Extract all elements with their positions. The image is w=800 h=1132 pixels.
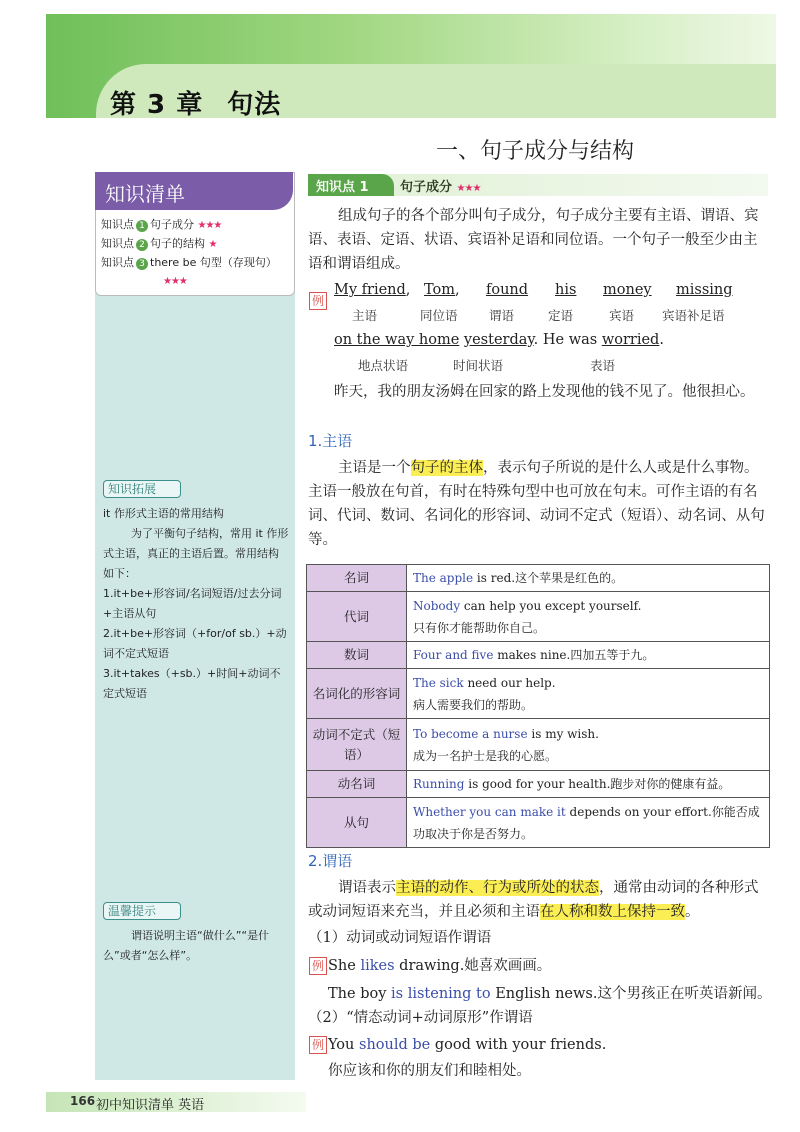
tip-label: 温馨提示 xyxy=(103,902,181,920)
knowledge-list-title: 知识清单 xyxy=(95,172,293,210)
tip-text: 谓语说明主语“做什么”“是什么”或者“怎么样”。 xyxy=(103,929,270,962)
example-icon: 例 xyxy=(309,957,327,975)
predicate-paragraph: 谓语表示主语的动作、行为或所处的状态，通常由动词的各种形式或动词短语来充当，并且必须和主语在人称和数上保持一致。 xyxy=(308,880,759,920)
ex-label: 定语 xyxy=(548,308,574,323)
predicate-sub1: （1）动词或动词短语作谓语 xyxy=(308,930,492,946)
chapter-title: 第 3 章 句法 xyxy=(110,90,282,120)
predicate-ex2: The boy is listening to English news.这个男孩正在听英语新闻。 xyxy=(328,986,772,1002)
section-title: 一、句子成分与结构 xyxy=(435,139,634,164)
table-row: 动词不定式（短语） To become a nurse is my wish. 成为一名护士是我的心愿。 xyxy=(307,719,770,771)
expand-text xyxy=(103,504,289,704)
knowledge-list xyxy=(101,216,291,291)
ex-label: 地点状语 xyxy=(358,358,409,373)
predicate-ex3-cn: 你应该和你的朋友们和睦相处。 xyxy=(328,1063,531,1079)
predicate-ex1: She likes drawing.她喜欢画画。 xyxy=(328,958,552,974)
table-row: 名词化的形容词 The sick need our help. 病人需要我们的帮助。 xyxy=(307,669,770,719)
ex-word: found xyxy=(486,282,529,298)
expand-item: 3.it+takes（+sb.）+时间+动词不定式短语 xyxy=(103,667,281,700)
example-icon: 例 xyxy=(309,292,327,310)
ex-label: 时间状语 xyxy=(453,358,504,373)
expand-item: 1.it+be+形容词/名词短语/过去分词+主语从句 xyxy=(103,587,282,620)
list-item-stars: ★★★ xyxy=(163,276,187,287)
ex-label: 宾语补足语 xyxy=(662,308,725,323)
book-title: 初中知识清单 英语 xyxy=(96,1098,205,1113)
table-row: 从句 Whether you can make it depends on your effort.你能否成功取决于你是否努力。 xyxy=(307,798,770,848)
expand-item: 2.it+be+形容词（+for/of sb.）+动词不定式短语 xyxy=(103,627,287,660)
ex-label: 同位语 xyxy=(420,308,458,323)
list-item: 知识点 3 there be 句型（存现句） xyxy=(101,256,277,269)
table-row: 代词 Nobody can help you except yourself. 只有你才能帮助你自己。 xyxy=(307,592,770,642)
subject-table xyxy=(306,564,770,848)
list-item: 知识点 1 句子成分 ★★★ xyxy=(101,218,222,231)
intro-paragraph: 组成句子的各个部分叫句子成分，句子成分主要有主语、谓语、宾语、表语、定语、状语、宾语补足语和同位语。一个句子一般至少由主语和谓语组成。 xyxy=(308,208,759,272)
ex-word: Tom, xyxy=(424,282,460,298)
ex-label: 主语 xyxy=(352,308,378,323)
expand-label: 知识拓展 xyxy=(103,480,181,498)
ex-word: My friend, xyxy=(334,282,411,298)
page-number: 166 xyxy=(70,1094,96,1108)
table-row: 动名词 Running is good for your health.跑步对你的健康有益。 xyxy=(307,771,770,798)
ex-word: money xyxy=(603,282,652,298)
ex-word: his xyxy=(555,282,577,298)
ex-translation: 昨天，我的朋友汤姆在回家的路上发现他的钱不见了。他很担心。 xyxy=(334,384,755,400)
predicate-ex3: You should be good with your friends. xyxy=(328,1037,607,1053)
table-row: 数词 Four and five makes nine.四加五等于九。 xyxy=(307,642,770,669)
kp-name: 句子成分 ★★★ xyxy=(400,180,481,195)
list-item: 知识点 2 句子的结构 ★ xyxy=(101,237,217,250)
expand-heading: it 作形式主语的常用结构 xyxy=(103,507,224,520)
ex-label: 表语 xyxy=(590,358,616,373)
subject-heading: 1.主语 xyxy=(308,432,353,450)
predicate-sub2: （2）“情态动词+动词原形”作谓语 xyxy=(308,1010,533,1026)
subject-paragraph: 主语是一个句子的主体，表示句子所说的是什么人或是什么事物。主语一般放在句首，有时在特殊句型中也可放在句末。可作主语的有名词、代词、数词、名词化的形容词、动词不定式（短语）、动名词、从句等。 xyxy=(308,460,765,548)
ex-label: 宾语 xyxy=(609,308,635,323)
kp-tag: 知识点 1 xyxy=(308,174,394,196)
example-icon: 例 xyxy=(309,1036,327,1054)
table-row: 名词 The apple is red.这个苹果是红色的。 xyxy=(307,565,770,592)
ex-line2: on the way home yesterday. He was worried. xyxy=(334,332,664,348)
expand-intro: 为了平衡句子结构，常用 it 作形式主语，真正的主语后置。常用结构如下： xyxy=(103,527,289,580)
ex-word: missing xyxy=(676,282,733,298)
predicate-heading: 2.谓语 xyxy=(308,852,353,870)
ex-label: 谓语 xyxy=(489,308,515,323)
